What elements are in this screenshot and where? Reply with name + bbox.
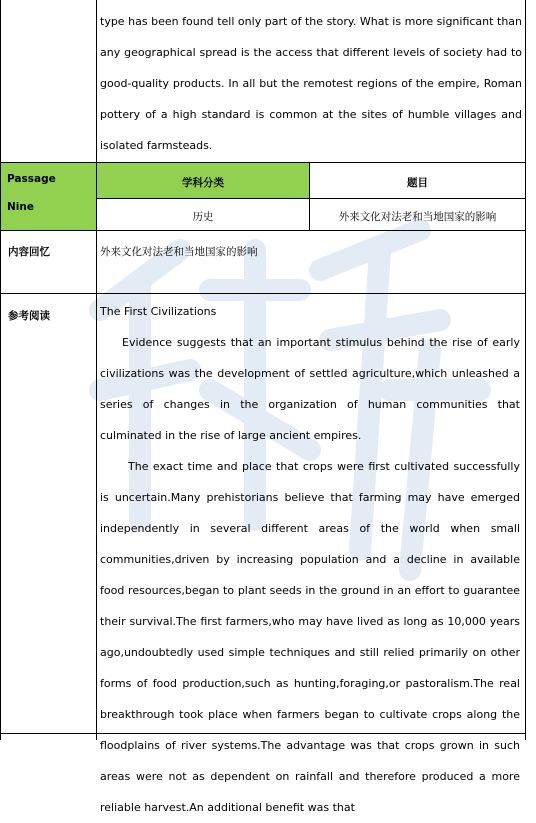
topic-value-cell <box>310 199 525 230</box>
category-value: 历史 <box>192 211 214 223</box>
topic-header-cell <box>310 163 525 198</box>
passage-label-cell <box>1 163 96 230</box>
content-recall-text-cell <box>100 240 520 259</box>
content-recall-text: 外来文化对法老和当地国家的影响 <box>100 246 258 258</box>
content-recall-label: 内容回忆 <box>8 246 50 258</box>
table-border-left <box>0 0 1 740</box>
table-border-right <box>525 0 526 740</box>
reference-label-cell <box>8 304 93 323</box>
reference-label: 参考阅读 <box>8 310 50 322</box>
topic-value: 外来文化对法老和当地国家的影响 <box>338 211 497 223</box>
table-rule-3 <box>0 230 526 231</box>
category-header-cell <box>97 163 309 198</box>
topic-header: 题目 <box>407 177 428 189</box>
reference-title: The First Civilizations <box>100 305 217 318</box>
table-rule-2 <box>96 198 526 199</box>
category-header: 学科分类 <box>182 177 224 189</box>
passage-label-line1: Passage <box>7 173 56 185</box>
category-value-cell <box>97 199 309 230</box>
passage-label-line2: Nine <box>7 201 34 213</box>
top-passage-text: type has been found tell only part of the story. What is more significant than any geographical spread is the access that different levels of society had to good-quality products. In all but the remotest regions of the empire, Roman pottery of a high standard is common at the sites of humble villages and isolated farmsteads. <box>100 15 522 152</box>
top-passage-cell <box>96 0 526 162</box>
table-border-col2 <box>309 162 310 231</box>
content-recall-label-cell <box>8 240 93 259</box>
table-rule-4 <box>0 293 526 294</box>
reference-paragraph-2: The exact time and place that crops were first cultivated successfully is uncertain.Many prehistorians believe that farming may have emerged independently in several different areas of the world when small communities,driven by increasing population and a decline in available food resources,began to plant seeds in the ground in an effort to guarantee their survival.The first farmers,who may have lived as long as 10,000 years ago,undoubtedly used simple techniques and still relied primarily on other forms of food production,such as hunting,foraging,or pastoralism.The real breakthrough took place when farmers began to cultivate crops along the floodplains of river systems.The advantage was that crops grown in such areas were not as dependent on rainfall and therefore produced a more reliable harvest.An additional benefit was that <box>100 460 520 814</box>
table-rule-1 <box>0 162 526 163</box>
table-border-col1 <box>96 0 97 740</box>
reference-text-cell <box>100 296 520 823</box>
table-rule-bottom <box>0 733 526 734</box>
reference-paragraph-1: Evidence suggests that an important stimulus behind the rise of early civilizations was the development of settled agriculture,which unleashed a series of changes in the organization of human communities that culminated in the rise of large ancient empires. <box>100 336 520 442</box>
